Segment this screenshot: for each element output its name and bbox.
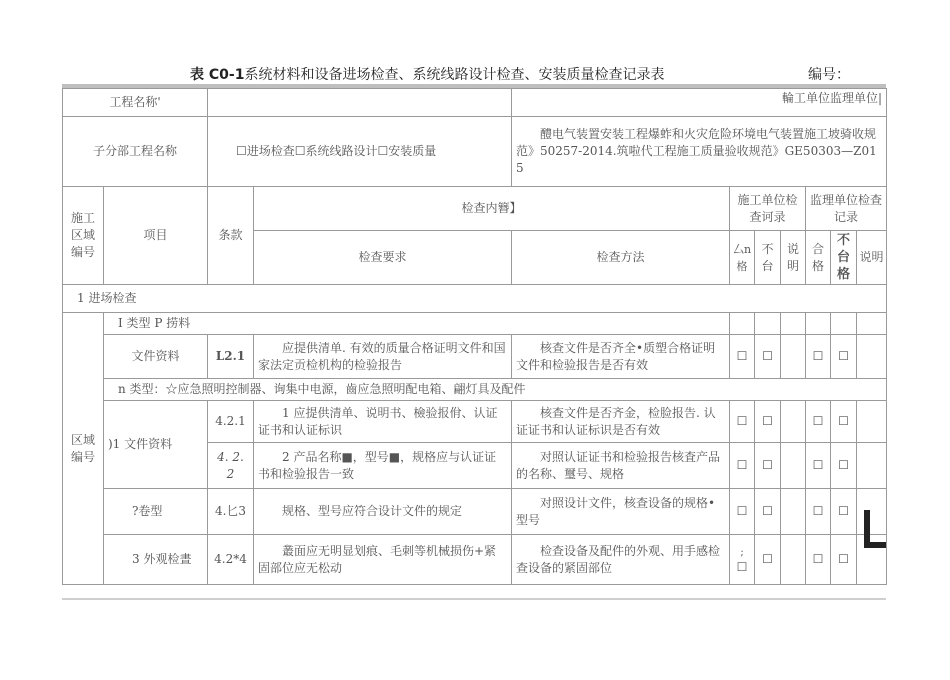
- title-prefix: 表 C0-1: [190, 67, 245, 83]
- checkbox-supervision-pass[interactable]: ☐: [806, 489, 831, 535]
- item-clause: 4.2.1: [208, 401, 254, 443]
- checkbox-supervision-pass[interactable]: ☐: [806, 335, 831, 379]
- item-name: 3 外观检晝: [104, 535, 208, 585]
- standard-value: [512, 117, 887, 187]
- checkbox-glyph: ☐: [736, 559, 748, 574]
- checkbox-construction-fail[interactable]: ☐: [755, 443, 781, 489]
- project-name-field[interactable]: [208, 89, 512, 117]
- checkbox-supervision-fail[interactable]: ☐: [831, 401, 857, 443]
- area-code-header: 施工区域编号: [63, 187, 104, 285]
- construction-note-cell[interactable]: [781, 335, 806, 379]
- checkbox-construction-fail[interactable]: ☐: [755, 335, 781, 379]
- supervision-note-cell[interactable]: [857, 489, 887, 535]
- item-name: )1 文件资料: [104, 401, 208, 489]
- checkbox-construction-pass[interactable]: ☐: [730, 443, 755, 489]
- content-header: 检查内簪】: [254, 187, 730, 231]
- table-row: [63, 401, 887, 443]
- item-clause: 4.匕3: [208, 489, 254, 535]
- checkbox-construction-pass[interactable]: ☐: [730, 489, 755, 535]
- group-type-1: I 类型 P 捞料: [104, 313, 730, 335]
- item-method: 核查文件是否齐全•质塑合格证明文件和检验报告是否有效: [512, 335, 730, 379]
- item-clause: 4.2*4: [208, 535, 254, 585]
- record-code-label: 编号：: [808, 67, 850, 83]
- item-requirement: 叢面应无明显划痕、毛刺等机械损伤+紧固部位应无松动: [254, 535, 512, 585]
- supervision-fail-header: 不台格: [831, 231, 857, 285]
- item-method: 对照认证证书和检验报告核査产品的名称、璽号、规格: [512, 443, 730, 489]
- checkbox-construction-fail[interactable]: ☐: [755, 489, 781, 535]
- check-type-options[interactable]: ☐进场检查☐系统线路设计☐安装质量: [208, 117, 512, 187]
- item-method: 核查文件是否齐金，检脸报告. 认证证书和认证标识是否有效: [512, 401, 730, 443]
- checkbox-supervision-fail[interactable]: ☐: [831, 443, 857, 489]
- supervision-note-header: 说明: [857, 231, 887, 285]
- section-entry-check: 1 进场检查: [63, 285, 887, 313]
- item-requirement: 规格、型号应符合设计文件的规定: [254, 489, 512, 535]
- checkbox-construction-pass[interactable]: [730, 535, 755, 585]
- project-name-label: 工程名称': [63, 89, 208, 117]
- item-header: 项目: [104, 187, 208, 285]
- supervision-record-header: 监理单位检查记录: [806, 187, 887, 231]
- item-name: 文件资料: [104, 335, 208, 379]
- construction-pass-header: 厶n格: [730, 231, 755, 285]
- checkbox-supervision-pass[interactable]: ☐: [806, 401, 831, 443]
- item-requirement: 1 应提供清单、说明书、檢验报佾、认证证书和认证标识: [254, 401, 512, 443]
- table-row: [63, 489, 887, 535]
- item-requirement: 应提供清单. 有效的质量合格证明文件和国家法定贡检机构的检验报告: [254, 335, 512, 379]
- supervision-note-cell[interactable]: [857, 335, 887, 379]
- item-method: 对照设计文件，核查设备的规格•型号: [512, 489, 730, 535]
- construction-record-header: 施工单位检查诃录: [730, 187, 806, 231]
- construction-fail-header: 不台: [755, 231, 781, 285]
- item-name: ?卷型: [104, 489, 208, 535]
- checkbox-supervision-fail[interactable]: ☐: [831, 335, 857, 379]
- checkbox-construction-fail[interactable]: ☐: [755, 535, 781, 585]
- checkbox-construction-pass[interactable]: ☐: [730, 335, 755, 379]
- group-type-n: n 类型：☆应急照明控制器、询集中电源，齒应急照明配电箱、翩灯具及配件: [104, 379, 887, 401]
- page-title: [190, 64, 664, 84]
- table-row: [63, 535, 887, 585]
- bottom-rule: [62, 598, 886, 600]
- construction-note-cell[interactable]: [781, 443, 806, 489]
- requirement-header: 检查要求: [254, 231, 512, 285]
- checkbox-supervision-fail[interactable]: ☐: [831, 489, 857, 535]
- supervisor-unit-label: 輪工单位监理单位|: [512, 89, 887, 117]
- checkbox-supervision-pass[interactable]: ☐: [806, 443, 831, 489]
- item-clause: 4. 2. 2: [208, 443, 254, 489]
- semicolon-mark: ;: [740, 546, 744, 558]
- clause-header: 条款: [208, 187, 254, 285]
- supervision-note-cell[interactable]: [857, 401, 887, 443]
- method-header: 检查方法: [512, 231, 730, 285]
- item-requirement: 2 产品名称■，型号■，规格应与认证证书和检验报告一致: [254, 443, 512, 489]
- item-method: 检查设备及配件的外观、用手感检查设备的紧固部位: [512, 535, 730, 585]
- subproject-label: 子分部工程名称: [63, 117, 208, 187]
- inspection-record-table: [62, 88, 887, 585]
- construction-note-cell[interactable]: [781, 401, 806, 443]
- supervision-pass-header: 合格: [806, 231, 831, 285]
- checkbox-construction-pass[interactable]: ☐: [730, 401, 755, 443]
- checkbox-supervision-pass[interactable]: ☐: [806, 535, 831, 585]
- title-text: 系统材料和设备进场检查、系统线路设计检查、安装质量检查记录表: [244, 67, 665, 83]
- checkbox-construction-fail[interactable]: ☐: [755, 401, 781, 443]
- construction-note-cell[interactable]: [781, 535, 806, 585]
- corner-mark-foot: [864, 542, 886, 548]
- item-clause: L2.1: [208, 335, 254, 379]
- standard-text: 醴电气装置安装工程爆蚱和火灾危险环境电气装置施工坡骑收规范》50257-2014.筑啦代工程施工质量验收规范》GE50303—Z015: [516, 127, 877, 175]
- table-row: [63, 335, 887, 379]
- area-code-cell: 区域编号: [63, 313, 104, 585]
- construction-note-cell[interactable]: [781, 489, 806, 535]
- construction-note-header: 说明: [781, 231, 806, 285]
- supervision-note-cell[interactable]: [857, 443, 887, 489]
- checkbox-supervision-fail[interactable]: ☐: [831, 535, 857, 585]
